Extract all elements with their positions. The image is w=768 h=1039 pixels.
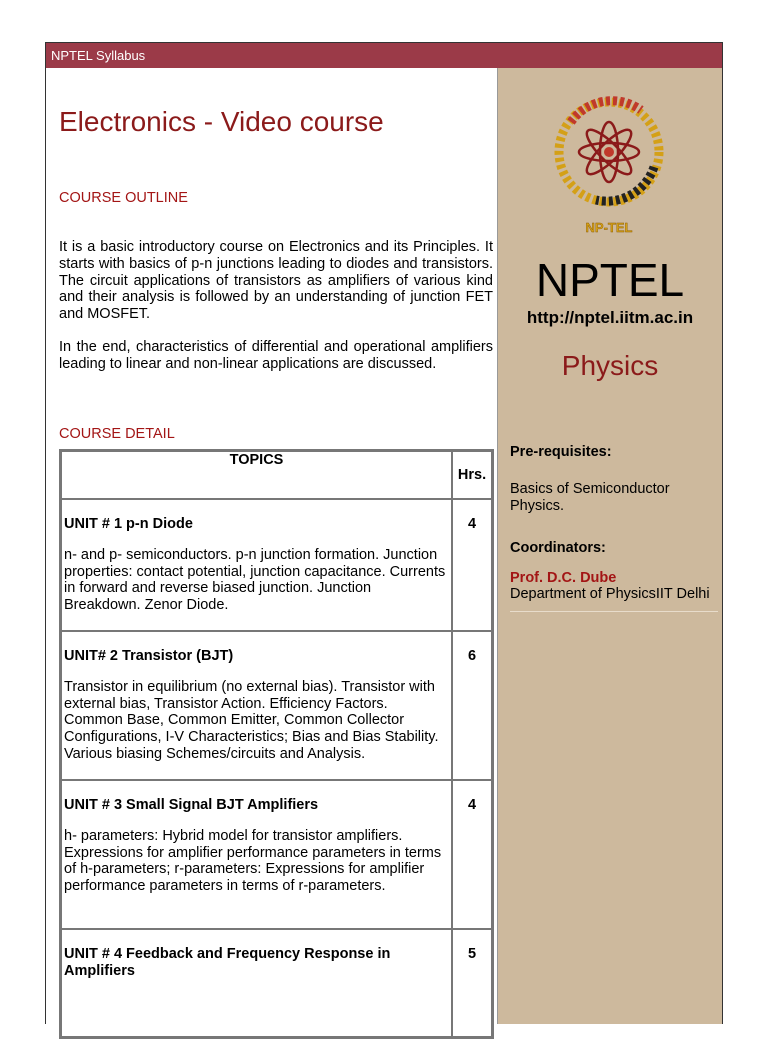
brand-name: NPTEL [535,254,685,306]
nptel-url-link[interactable]: http://nptel.iitm.ac.in [526,308,694,327]
logo-text: NP-TEL [585,220,633,235]
unit-description: n- and p- semiconductors. p-n junction formation. Junction properties: contact potential, junction capacitance. Currents in forward and reverse biased junction. Junction Breakdown. Zenor Diode. [64,546,446,614]
hours-cell: 5 [452,929,492,1037]
nptel-logo-icon [546,92,676,242]
unit-description: h- parameters: Hybrid model for transistor amplifiers. Expressions for amplifier performance parameters in terms of h-parameters; r-parameters: Expressions for amplifier performance parameters in terms of r-parameters. [64,827,442,895]
unit-title: UNIT # 4 Feedback and Frequency Response in Amplifiers [64,946,391,979]
unit-title: UNIT # 1 p-n Diode [64,516,193,532]
course-title: Electronics - Video course [59,106,384,137]
divider [510,611,718,612]
hours-cell: 4 [452,499,492,631]
syllabus-page [45,42,723,1024]
coordinator-department: Department of PhysicsIIT Delhi [510,586,710,602]
outline-paragraph-2: In the end, characteristics of differential and operational amplifiers leading to linear and non-linear applications are discussed. [59,339,493,372]
table-row [61,780,492,929]
unit-title: UNIT# 2 Transistor (BJT) [64,648,234,664]
unit-description: Transistor in equilibrium (no external bias). Transistor with external bias, Transistor Action. Efficiency Factors. Common Base, Common Emitter, Common Collector Configurations, I-V Characteristics; Bias and Bias Stability. Various biasing Schemes/circuits and Analysis. [64,678,439,762]
unit-cell [61,499,452,631]
coordinator-name: Prof. D.C. Dube [510,570,617,586]
hours-cell: 6 [452,631,492,780]
outline-paragraph-1: It is a basic introductory course on Electronics and its Principles. It starts with basics of p-n junctions leading to diodes and transistors. The circuit applications of transistors as amplifiers of various kind and their analysis is followed by an understanding of junction FET and MOSFET. [59,239,493,323]
coordinators-heading: Coordinators: [510,540,606,556]
unit-cell [61,780,452,929]
hours-cell: 4 [452,780,492,929]
course-topics-table [59,449,494,1039]
course-outline-heading: COURSE OUTLINE [59,190,188,206]
table-header-row [61,451,492,499]
table-row [61,631,492,780]
subject-name: Physics [561,350,659,381]
unit-title: UNIT # 3 Small Signal BJT Amplifiers [64,797,319,813]
prerequisites-heading: Pre-requisites: [510,444,612,460]
unit-cell [61,631,452,780]
hrs-column-header: Hrs. [452,451,492,499]
sidebar [497,68,722,1024]
table-row [61,499,492,631]
header-bar: NPTEL Syllabus [46,43,722,68]
course-detail-heading: COURSE DETAIL [59,426,175,442]
topics-column-header: TOPICS [61,451,452,499]
unit-cell [61,929,452,1037]
main-content [46,68,497,1024]
table-row [61,929,492,1037]
prerequisites-text: Basics of Semiconductor Physics. [510,481,670,514]
